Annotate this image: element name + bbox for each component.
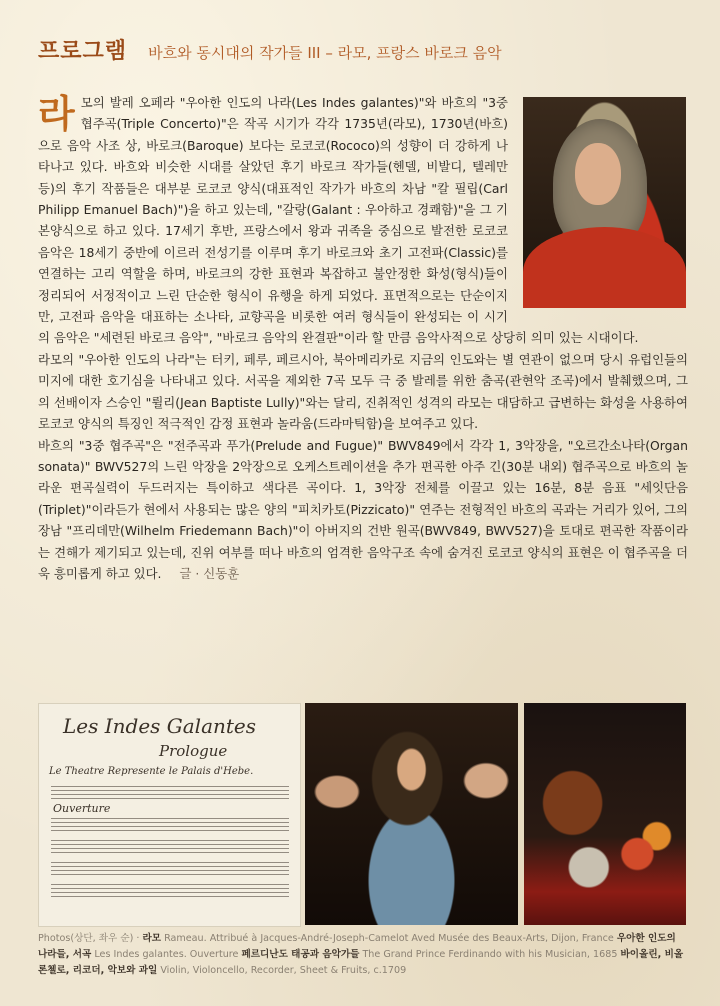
paragraph-1-text: 모의 발레 오페라 "우아한 인도의 나라(Les Indes galantes)"와 바흐의 "3중 협주곡(Triple Concerto)"은 작곡 시기가 각각 1735년(라모), 1730년(바흐)으로 음악 사조 상, 바로크(Baroque) 보다는 로코코(Rococo)의 성향이 더 강하게 나타나고 있다. 바흐와 비슷한 시대를 살았던 후기 바로크 작가들(헨델, 비발디, 텔레만 등)의 후기 작품들은 대부분 로코코 양식(대표적인 작가가 바흐의 차남 "칼 필립(Carl Philipp Emanuel Bach)")을 하고 있는데, "갈랑(Galant : 우아하고 경쾌함)"을 그 기본양식으로 하고 있다. 17세기 후반, 프랑스에서 왕과 귀족을 중심으로 발전한 로코코 음악은 18세기 중반에 이르러 전성기를 이루며 후기 바로크와 초기 고전파(Classic)를 연결하는 고리 역할을 하며, 바로크의 강한 표현과 복잡하고 불안정한 화성(형식)들이 정리되어 서정적이고 느린 단순한 형식이 유행을 하게 되었다. 표면적으로는 단순이지만, 고전파 음악을 대표하는 소나타, 교향곡을 비롯한 여러 형식들이 완성되는 이 시기의 음악은 "세련된 바로크 음악", "바로크 음악의 완결판"이라 할 만큼 음악사적으로 상당히 의미 있는 시대이다. — [38, 95, 639, 346]
caption-bold: 페르디난도 태공과 음악가들 — [241, 949, 360, 960]
caption-text: Rameau. Attribué à Jacques-André-Joseph-Camelot Aved Musée des Beaux-Arts, Dijon, France — [161, 933, 617, 944]
article-body — [38, 92, 688, 584]
page-title: 프로그램 — [38, 38, 128, 64]
page-header — [38, 34, 690, 64]
paragraph-3-text: 바흐의 "3중 협주곡"은 "전주곡과 푸가(Prelude and Fugue)" BWV849에서 각각 1, 3악장을, "오르간소나타(Organ sonata)" BWV527의 느린 악장을 2악장으로 오케스트레이션을 추가 편곡한 아주 긴(30분 내외) 협주곡으로 바흐의 놀라운 편곡실력이 두드러지는 특이하고 색다른 곡이다. 1, 3악장 전체를 이끌고 있는 16분, 8분 음표 "세잇단음(Triplet)"이라든가 현에서 사용되는 많은 양의 "피치카토(Pizzicato)" 연주는 전형적인 바흐의 곡과는 거리가 있어, 그의 장남 "프리데만(Wilhelm Friedemann Bach)"이 아버지의 건반 원곡(BWV849, BWV527)을 토대로 편곡한 작품이라는 견해가 제기되고 있는데, 진위 여부를 떠나 바흐의 엄격한 음악구조 속에 숨겨진 로코코 양식의 표현은 이 협주곡을 더욱 흥미롭게 하고 있다. — [38, 437, 688, 581]
photo-caption — [38, 931, 688, 979]
caption-bold: 우아한 인도의 나라들, 서곡 — [38, 933, 676, 960]
score-subtitle: Prologue — [159, 742, 228, 760]
score-caption-line: Le Theatre Represente le Palais d'Hebe. — [49, 766, 254, 777]
still-life-instruments-image — [524, 703, 686, 925]
score-title: Les Indes Galantes — [63, 714, 257, 738]
music-staff — [51, 840, 289, 856]
author-signature: 글 · 신동훈 — [179, 565, 240, 581]
score-overture-label: Ouverture — [53, 802, 111, 815]
music-staff — [51, 818, 289, 834]
caption-text: The Grand Prince Ferdinando with his Musician, 1685 — [359, 949, 621, 960]
caption-bold: 라모 — [142, 933, 162, 944]
prince-ferdinando-painting-image — [305, 703, 518, 925]
music-staff — [51, 884, 289, 900]
caption-text: Les Indes galantes. Ouverture — [91, 949, 242, 960]
photo-strip — [38, 703, 686, 925]
article-paragraph-3 — [38, 435, 688, 585]
article-paragraph-2: 라모의 "우아한 인도의 나라"는 터키, 페루, 페르시아, 북아메리카로 지금의 인도와는 별 연관이 없으며 당시 유럽인들의 미지에 대한 호기심을 나타내고 있다. 서곡을 제외한 7곡 모두 극 중 발레를 위한 춤곡(관현악 조곡)에서 발췌했으며, 그의 선배이자 스승인 "륄리(Jean Baptiste Lully)"와는 달리, 진취적인 성격의 라모는 대담하고 급변하는 화성을 사용하여 로코코 양식의 특징인 적극적인 감정 표현과 놀라움(드라마틱함)을 보여주고 있다. — [38, 351, 688, 432]
caption-bold: 바이올린, 비올론첼로, 리코더, 악보와 과일 — [38, 949, 684, 976]
drop-cap: 라 — [38, 91, 75, 136]
music-staff — [51, 862, 289, 878]
caption-text: Photos(상단, 좌우 순) · — [38, 933, 143, 944]
caption-text: Violin, Violoncello, Recorder, Sheet & Fruits, c.1709 — [157, 965, 407, 976]
portrait-spacer — [520, 96, 688, 314]
music-staff — [51, 786, 289, 802]
score-manuscript-image — [38, 703, 301, 927]
page-subtitle: 바흐와 동시대의 작가들 III – 라모, 프랑스 바로크 음악 — [148, 44, 502, 62]
